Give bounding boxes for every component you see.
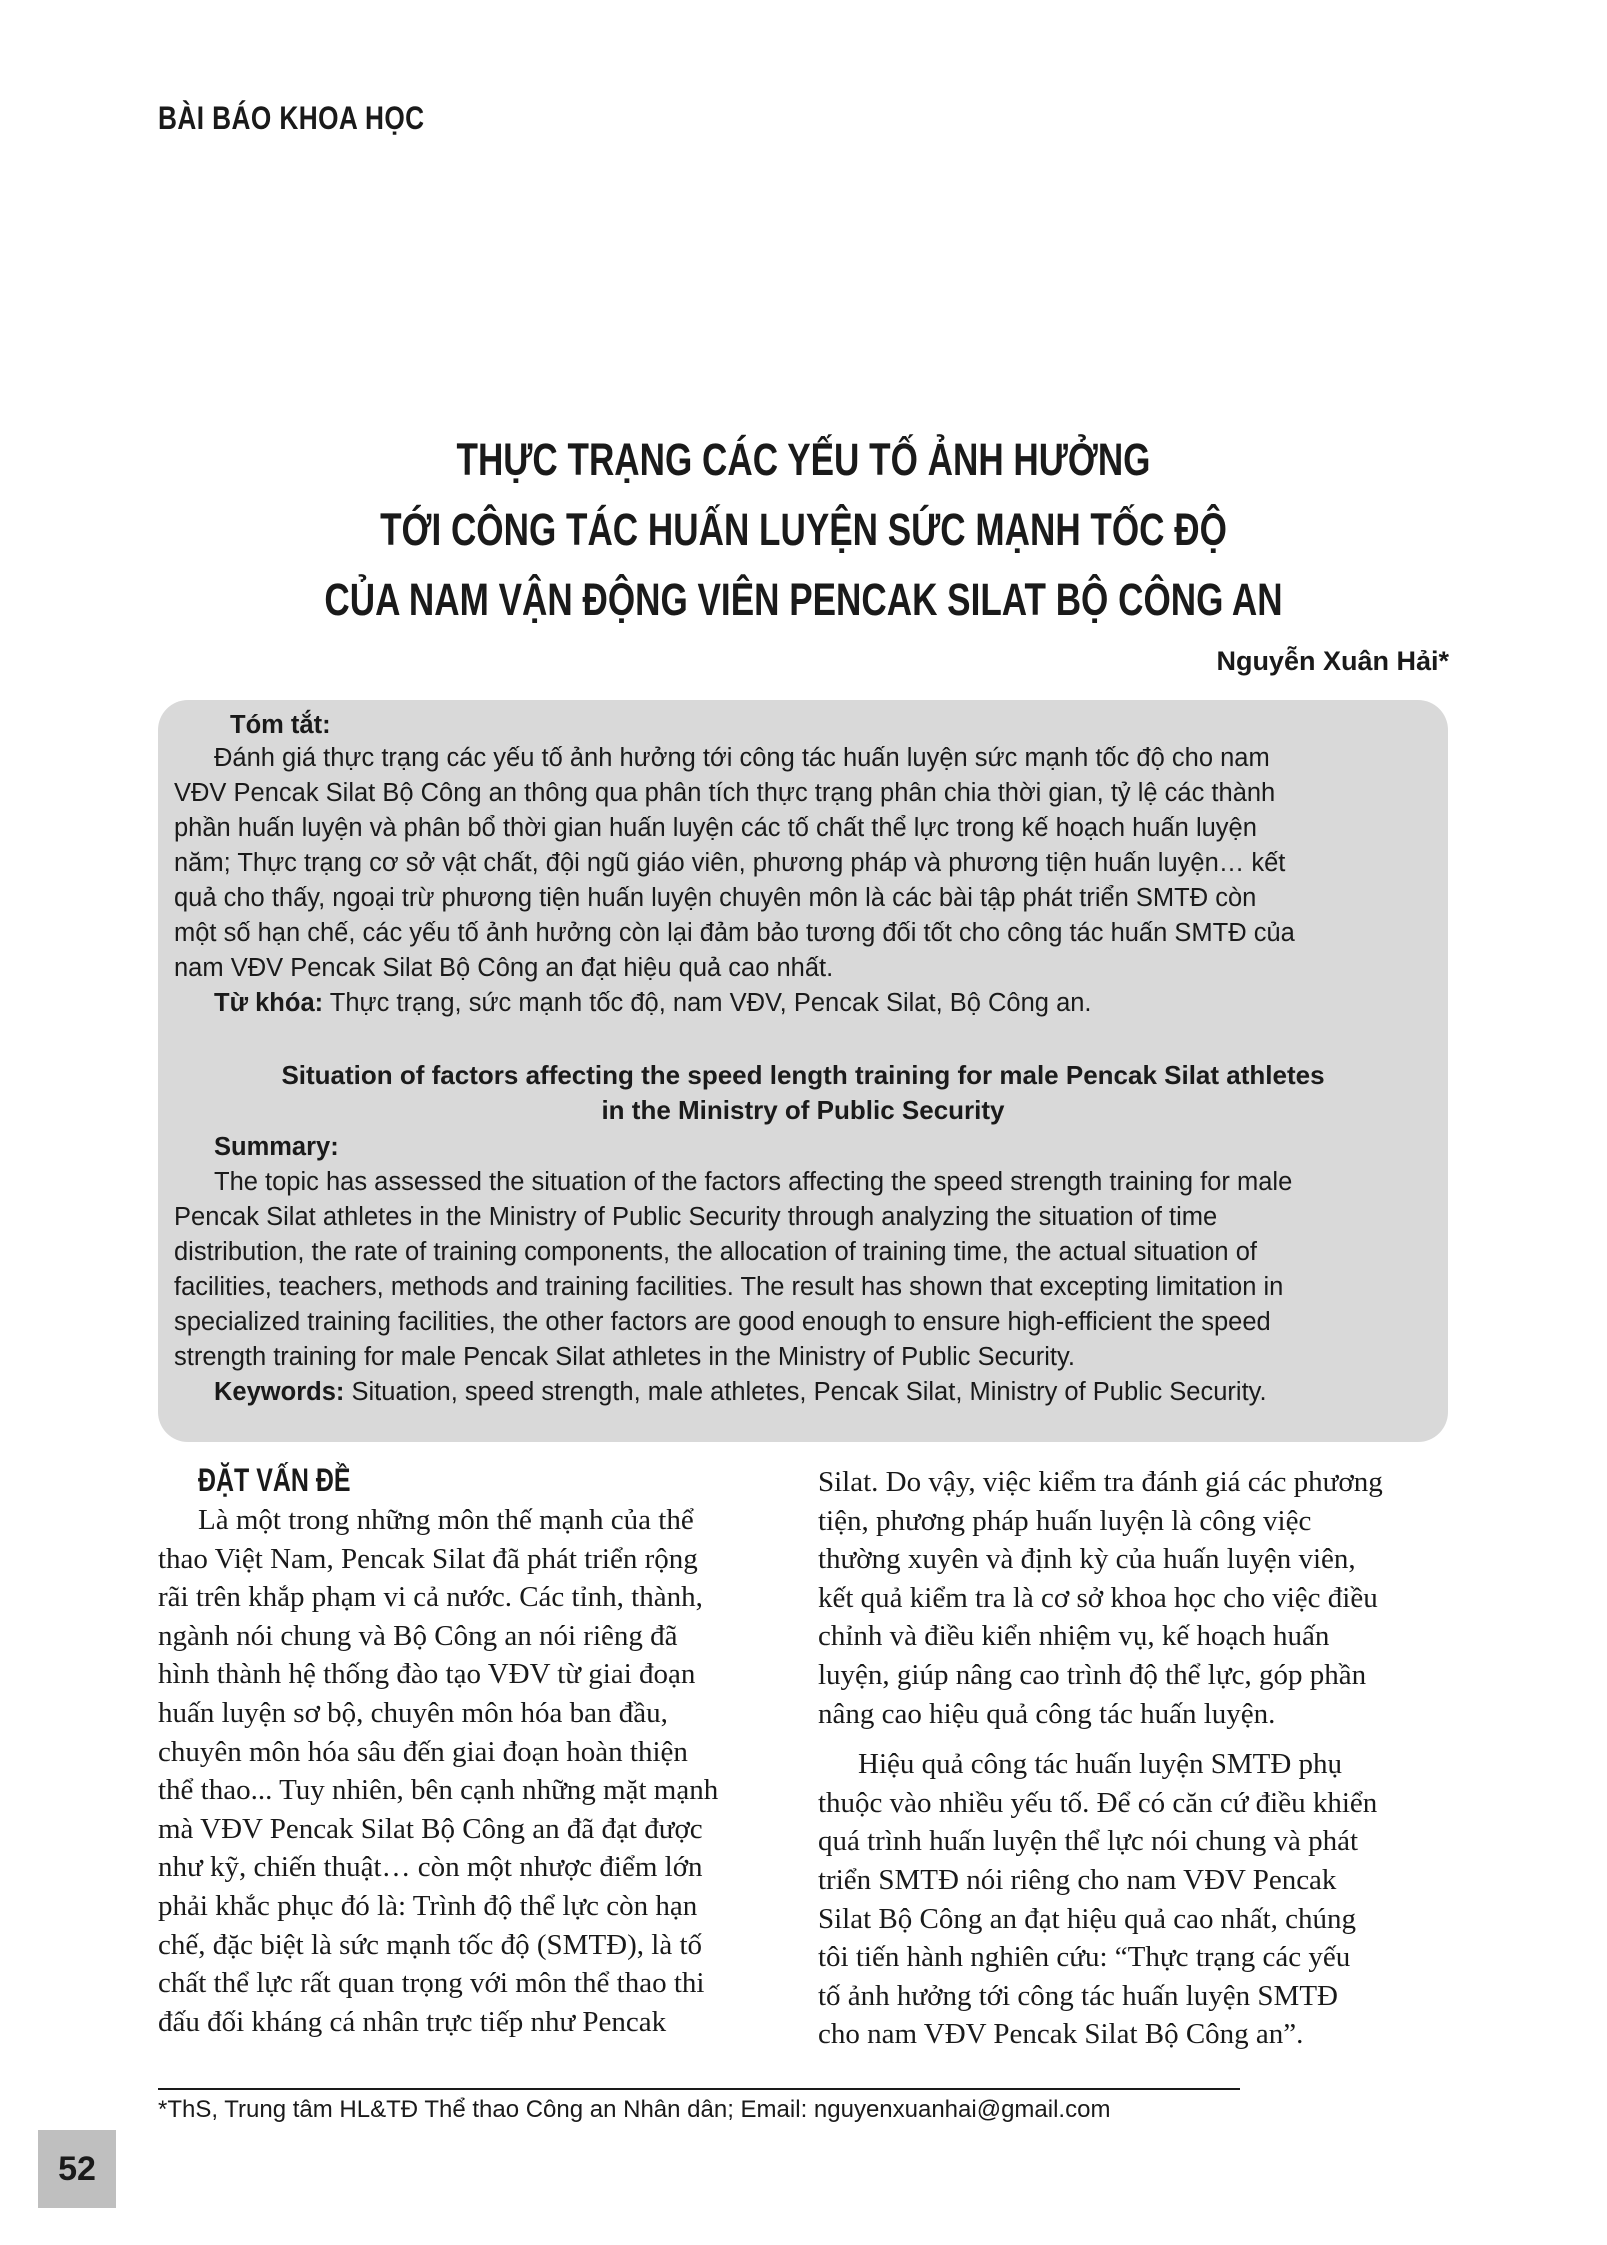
title-line: THỰC TRẠNG CÁC YẾU TỐ ẢNH HƯỞNG [456,434,1151,485]
abstract-line: distribution, the rate of training components, the allocation of training time, the actual situation of [174,1238,1257,1266]
title-line: CỦA NAM VẬN ĐỘNG VIÊN PENCAK SILAT BỘ CÔNG AN [324,574,1283,625]
keywords-en: Keywords: Situation, speed strength, male athletes, Pencak Silat, Ministry of Public Security. [214,1378,1267,1406]
footnote: *ThS, Trung tâm HL&TĐ Thể thao Công an Nhân dân; Email: nguyenxuanhai@gmail.com [158,2096,1111,2123]
abstract-line: Pencak Silat athletes in the Ministry of Public Security through analyzing the situation of time [174,1203,1218,1231]
abstract-line: strength training for male Pencak Silat athletes in the Ministry of Public Security. [174,1343,1075,1371]
author: Nguyễn Xuân Hải* [1216,646,1449,676]
footnote-rule [158,2088,1240,2090]
abstract-line: một số hạn chế, các yếu tố ảnh hưởng còn lại đảm bảo tương đối tốt cho công tác huấn SMTĐ của [174,919,1295,947]
abstract-line: năm; Thực trạng cơ sở vật chất, đội ngũ giáo viên, phương pháp và phương tiện huấn luyện… kết [174,849,1286,877]
english-title: Situation of factors affecting the speed length training for male Pencak Silat athletes in the Ministry of Public Security [281,1060,1325,1125]
abstract-line: Đánh giá thực trạng các yếu tố ảnh hưởng tới công tác huấn luyện sức mạnh tốc độ cho nam [214,744,1270,772]
page-number: 52 [38,2130,116,2208]
keywords-vi: Từ khóa: Thực trạng, sức mạnh tốc độ, nam VĐV, Pencak Silat, Bộ Công an. [214,989,1092,1017]
left-column: Là một trong những môn thế mạnh của thể thao Việt Nam, Pencak Silat đã phát triển rộng rãi trên khắp phạm vi cả nước. Các tỉnh, thành, ngành nói chung và Bộ Công an nói riêng đã hình thành hệ thống đào tạo VĐV từ giai đoạn huấn luyện sơ bộ, chuyên môn hóa ban đầu, chuyên môn hóa sâu đến giai đoạn hoàn thiện thể thao... Tuy nhiên, bên cạnh những mặt mạnh mà VĐV Pencak Silat Bộ Công an đã đạt được như kỹ, chiến thuật… còn một nhược điểm lớn phải khắc phục đó là: Trình độ thể lực còn hạn chế, đặc biệt là sức mạnh tốc độ (SMTĐ), là tố chất thể lực rất quan trọng với môn thể thao thi đấu đối kháng cá nhân trực tiếp như Pencak [158,1504,719,2038]
abstract-heading: Tóm tắt: [230,711,331,739]
abstract-en [174,1165,1434,1410]
abstract-line: facilities, teachers, methods and training facilities. The result has shown that excepting limitation in [174,1273,1284,1301]
section-tag: BÀI BÁO KHOA HỌC [158,100,425,136]
abstract-line: phần huấn luyện và phân bổ thời gian huấn luyện các tố chất thể lực trong kế hoạch huấn luyện [174,814,1257,842]
article-title [0,425,1607,635]
abstract-line: VĐV Pencak Silat Bộ Công an thông qua phân tích thực trạng phân chia thời gian, tỷ lệ các thành [174,779,1276,807]
abstract-line: quả cho thấy, ngoại trừ phương tiện huấn luyện chuyên môn là các bài tập phát triển SMTĐ còn [174,884,1257,912]
abstract-line: The topic has assessed the situation of the factors affecting the speed strength training for male [214,1168,1293,1196]
abstract-line: nam VĐV Pencak Silat Bộ Công an đạt hiệu quả cao nhất. [174,954,834,982]
title-line: TỚI CÔNG TÁC HUẤN LUYỆN SỨC MẠNH TỐC ĐỘ [380,504,1227,555]
abstract-line: specialized training facilities, the other factors are good enough to ensure high-efficient the speed [174,1308,1271,1336]
summary-heading: Summary: [214,1133,339,1161]
abstract-vi [174,741,1434,1021]
section-heading: ĐẶT VẤN ĐỀ [198,1462,351,1498]
right-column: Silat. Do vậy, việc kiểm tra đánh giá các phương tiện, phương pháp huấn luyện là công việc thường xuyên và định kỳ của huấn luyện viên, kết quả kiểm tra là cơ sở khoa học cho việc điều chỉnh và điều kiển nhiệm vụ, kế hoạch huấn luyện, giúp nâng cao trình độ thể lực, góp phần nâng cao hiệu quả công tác huấn luyện. Hiệu quả công tác huấn luyện SMTĐ phụ thuộc vào nhiều yếu tố. Để có căn cứ điều khiển quá trình huấn luyện thể lực nói chung và phát triển SMTĐ nói riêng cho nam VĐV Pencak Silat Bộ Công an đạt hiệu quả cao nhất, chúng tôi tiến hành nghiên cứu: “Thực trạng các yếu tố ảnh hưởng tới công tác huấn luyện SMTĐ cho nam VĐV Pencak Silat Bộ Công an”. [818,1466,1383,2051]
